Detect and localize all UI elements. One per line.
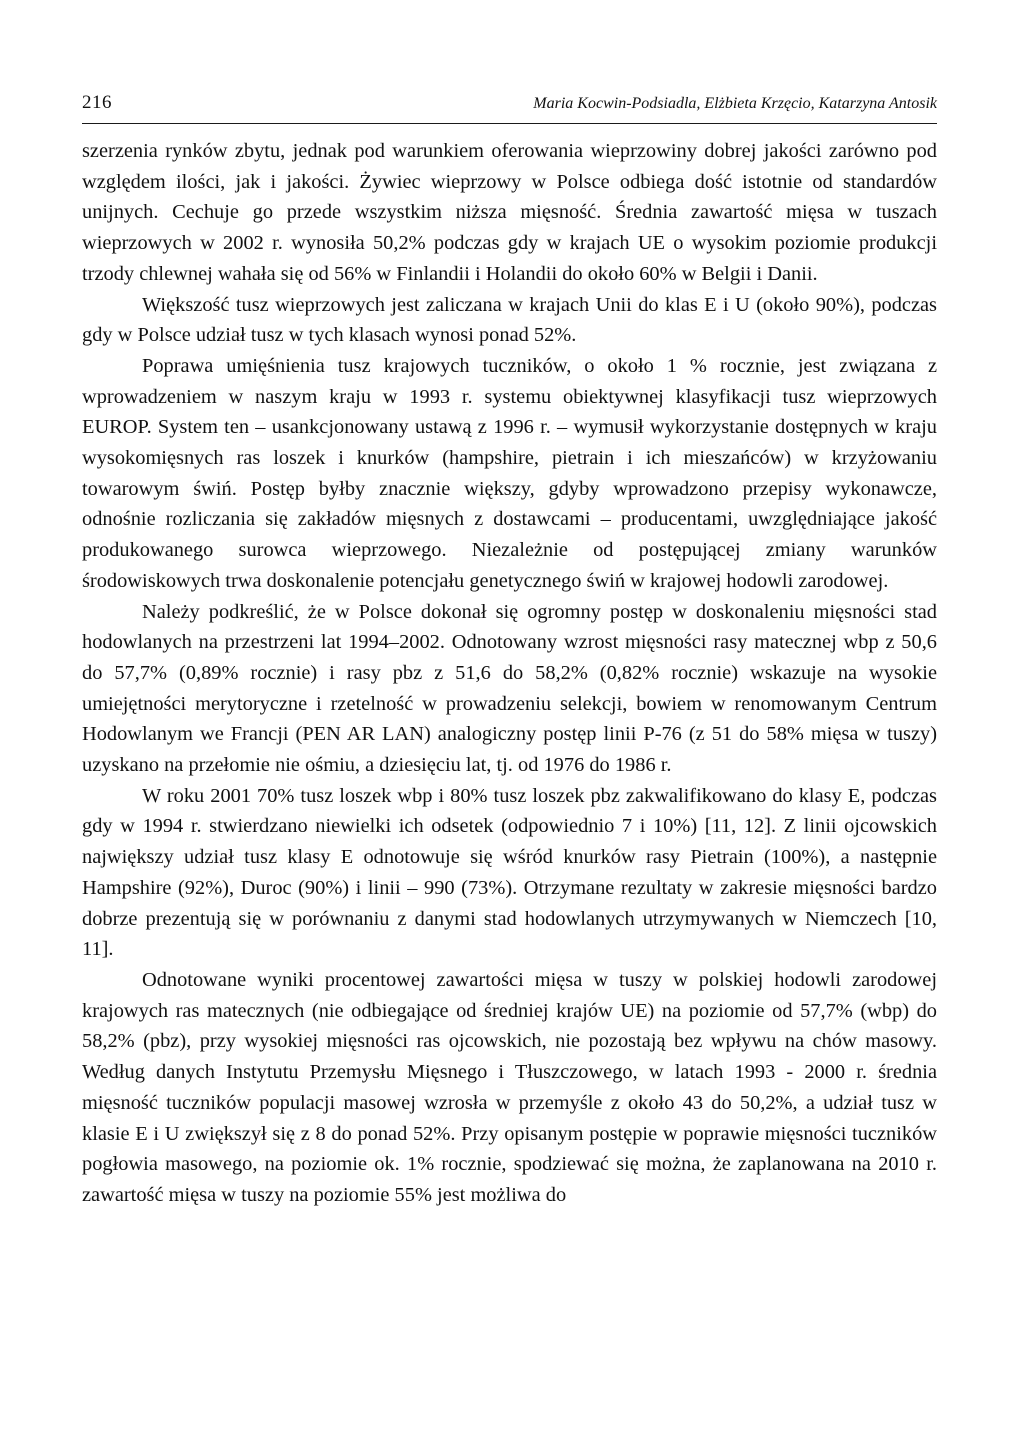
author-names: Maria Kocwin-Podsiadla, Elżbieta Krzęcio, Katarzyna Antosik xyxy=(533,95,937,112)
paragraph: Poprawa umięśnienia tusz krajowych tuczników, o około 1 % rocznie, jest związana z wprowadzeniem w naszym kraju w 1993 r. systemu obiektywnej klasyfikacji tusz wieprzowych EUROP. System ten – usankcjonowany ustawą z 1996 r. – wymusił wykorzystanie dostępnych w kraju wysokomięsnych ras loszek i knurków (hampshire, pietrain i ich mieszańców) w krzyżowaniu towarowym świń. Postęp byłby znacznie większy, gdyby wprowadzono przepisy wykonawcze, odnośnie rozliczania się zakładów mięsnych z dostawcami – producentami, uwzględniające jakość produkowanego surowca wieprzowego. Niezależnie od postępującej zmiany warunków środowiskowych trwa doskonalenie potencjału genetycznego świń w krajowej hodowli zarodowej. xyxy=(82,354,937,592)
paragraph: Odnotowane wyniki procentowej zawartości mięsa w tuszy w polskiej hodowli zarodowej krajowych ras matecznych (nie odbiegające od średniej krajów UE) na poziomie od 57,7% (wbp) do 58,2% (pbz), przy wysokiej mięsności ras ojcowskich, nie pozostają bez wpływu na chów masowy. Według danych Instytutu Przemysłu Mięsnego i Tłuszczowego, w latach 1993 - 2000 r. średnia mięsność tuczników populacji masowej wzrosła w przemyśle z około 43 do 50,2%, a udział tusz w klasie E i U zwiększył się z 8 do ponad 52%. Przy opisanym postępie w poprawie mięsności tuczników pogłowia masowego, na poziomie ok. 1% rocznie, spodziewać się można, że zaplanowana na 2010 r. zawartość mięsa w tuszy na poziomie 55% jest możliwa do xyxy=(82,968,937,1206)
paragraph: W roku 2001 70% tusz loszek wbp i 80% tusz loszek pbz zakwalifikowano do klasy E, podczas gdy w 1994 r. stwierdzano niewielki ich odsetek (odpowiednio 7 i 10%) [11, 12]. Z linii ojcowskich największy udział tusz klasy E odnotowuje się wśród knurków rasy Pietrain (100%), a następnie Hampshire (92%), Duroc (90%) i linii – 990 (73%). Otrzymane rezultaty w zakresie mięsności bardzo dobrze prezentują się w porównaniu z danymi stad hodowlanych utrzymywanych w Niemczech [10, 11]. xyxy=(82,784,937,961)
paragraph: Należy podkreślić, że w Polsce dokonał się ogromny postęp w doskonaleniu mięsności stad hodowlanych na przestrzeni lat 1994–2002. Odnotowany wzrost mięsności rasy matecznej wbp z 50,6 do 57,7% (0,89% rocznie) i rasy pbz z 51,6 do 58,2% (0,82% rocznie) wskazuje na wysokie umiejętności merytoryczne i rzetelność w prowadzeniu selekcji, bowiem w renomowanym Centrum Hodowlanym we Francji (PEN AR LAN) analogiczny postęp linii P-76 (z 51 do 58% mięsa w tuszy) uzyskano na przełomie nie ośmiu, a dziesięciu lat, tj. od 1976 do 1986 r. xyxy=(82,600,937,777)
page-number: 216 xyxy=(82,92,112,113)
running-header xyxy=(82,92,937,124)
body-text xyxy=(82,136,937,1211)
paragraph-continuation: szerzenia rynków zbytu, jednak pod warunkiem oferowania wieprzowiny dobrej jakości zarówno pod względem ilości, jak i jakości. Żywiec wieprzowy w Polsce odbiega dość istotnie od standardów unijnych. Cechuje go przede wszystkim niższa mięsność. Średnia zawartość mięsa w tuszach wieprzowych w 2002 r. wynosiła 50,2% podczas gdy w krajach UE o wysokim poziomie produkcji trzody chlewnej wahała się od 56% w Finlandii i Holandii do około 60% w Belgii i Danii. xyxy=(82,140,937,285)
paragraph: Większość tusz wieprzowych jest zaliczana w krajach Unii do klas E i U (około 90%), podczas gdy w Polsce udział tusz w tych klasach wynosi ponad 52%. xyxy=(82,293,937,347)
document-page xyxy=(82,92,937,1211)
